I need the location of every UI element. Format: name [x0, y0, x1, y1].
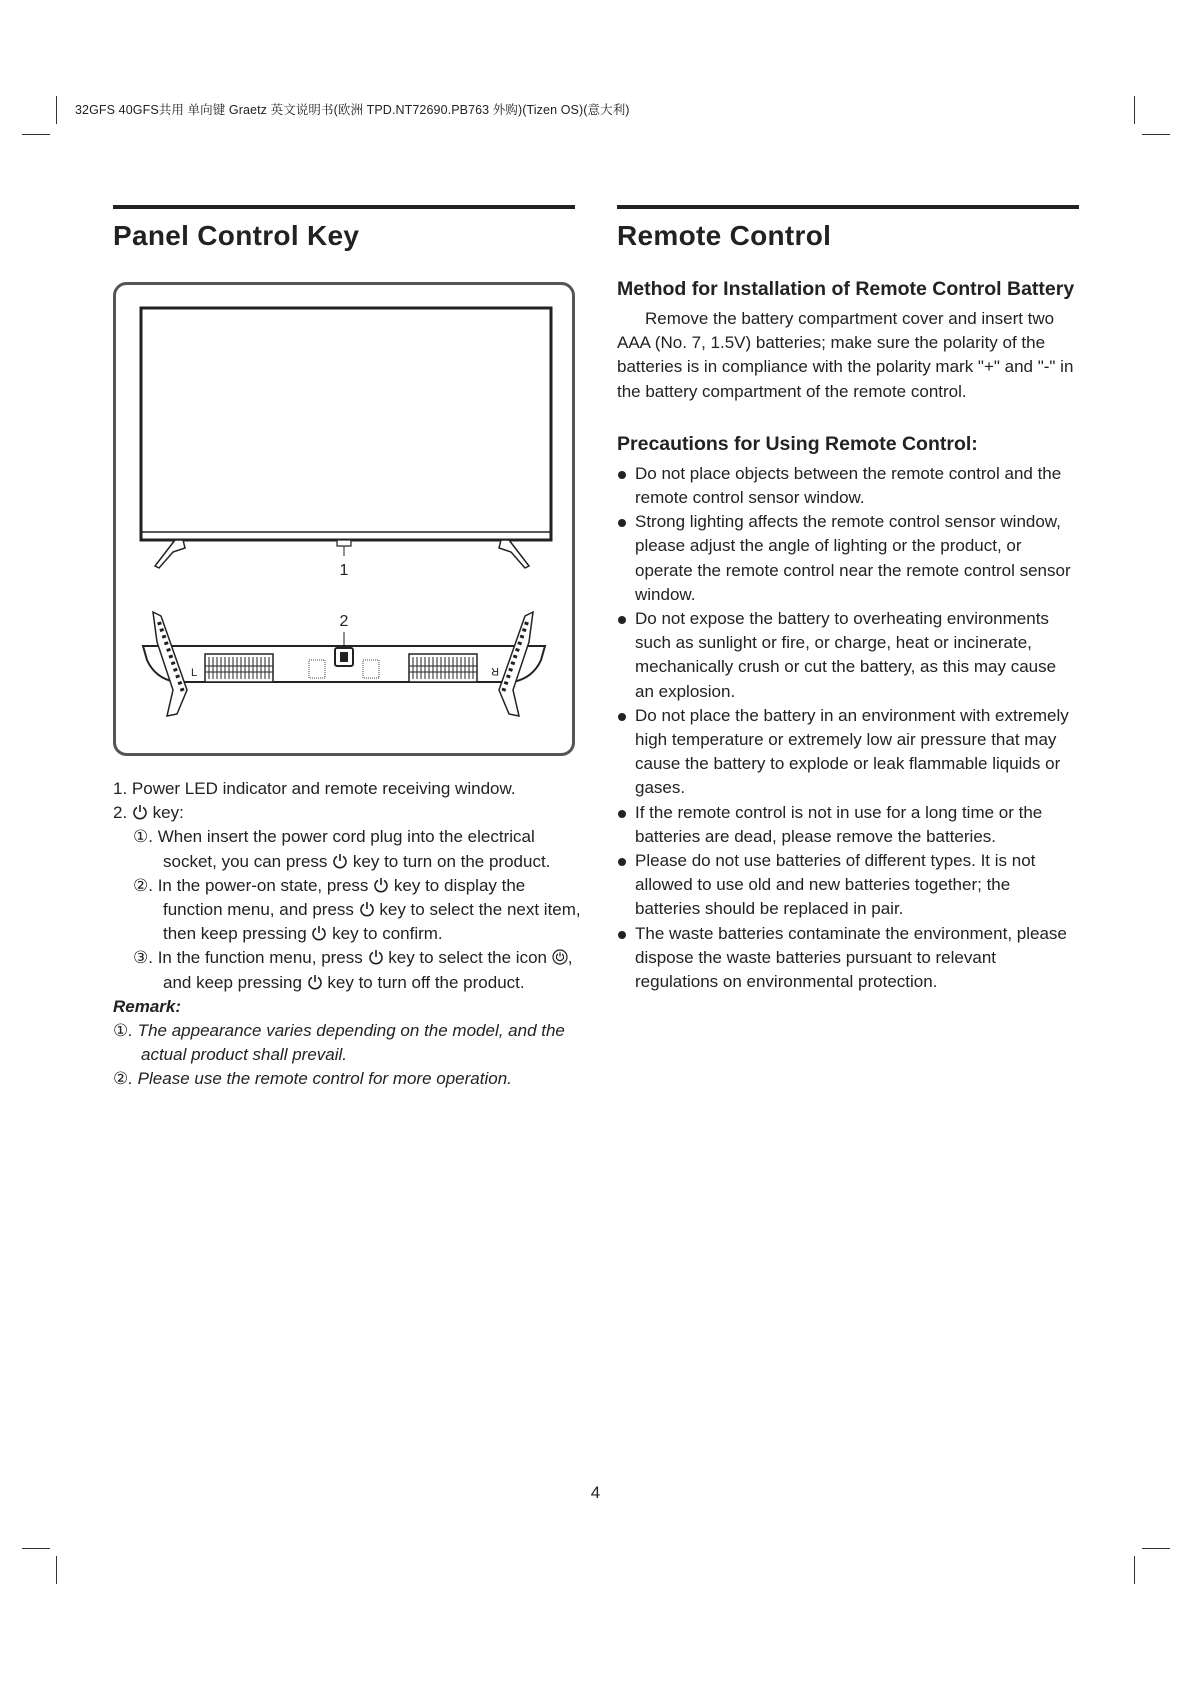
document-header: 32GFS 40GFS共用 单向键 Graetz 英文说明书(欧洲 TPD.NT72690.PB763 外购)(Tizen OS)(意大利)	[75, 103, 630, 117]
install-block	[617, 276, 1079, 404]
power-icon	[373, 877, 389, 893]
power-icon	[311, 925, 327, 941]
power-icon	[307, 974, 323, 990]
precautions-list	[617, 462, 1079, 994]
crop-mark-top-right-h	[1142, 134, 1170, 135]
crop-mark-bottom-right-h	[1142, 1548, 1170, 1549]
crop-mark-top-left-v	[56, 96, 57, 124]
sub-item-2: ②. In the power-on state, press key to display the function menu, and press key to select the next item, then keep pressing key to confirm.	[133, 875, 581, 944]
sub-item-1: ①. When insert the power cord plug into the electrical socket, you can press key to turn on the product.	[133, 827, 551, 871]
tv-screen	[141, 308, 551, 540]
install-text: Remove the battery compartment cover and insert two AAA (No. 7, 1.5V) batteries; make sure the polarity of the batteries is in compliance with the polarity mark "+" and "-" in the battery compartment of the remote control.	[617, 309, 1074, 401]
tv-stand-right	[499, 540, 529, 568]
precautions-heading: Precautions for Using Remote Control:	[617, 432, 978, 455]
callout-1: 1	[339, 562, 349, 579]
item-2: 2. key:	[113, 803, 184, 823]
power-icon	[359, 901, 375, 917]
panel-control-section	[113, 205, 581, 1089]
precaution-item: Do not place the battery in an environment with extremely high temperature or extremely low air pressure that may cause the battery to explode or leak flammable liquids or gases.	[617, 704, 1079, 801]
tv-illustration	[113, 282, 575, 756]
section-rule	[617, 205, 1079, 209]
crop-mark-bottom-left-h	[22, 1548, 50, 1549]
mark-r: R	[491, 665, 499, 677]
remark-2: ②. Please use the remote control for more operation.	[113, 1069, 512, 1089]
precaution-item: Do not place objects between the remote control and the remote control sensor window.	[617, 462, 1079, 510]
install-heading: Method for Installation of Remote Control Battery	[617, 278, 1075, 300]
power-icon	[332, 853, 348, 869]
precaution-item: The waste batteries contaminate the environment, please dispose the waste batteries pursuant to relevant regulations on environmental protection.	[617, 922, 1079, 995]
precautions-block	[617, 431, 1079, 994]
remark-1: ①. The appearance varies depending on the model, and the actual product shall prevail.	[113, 1021, 565, 1065]
precaution-item: Strong lighting affects the remote control sensor window, please adjust the angle of lighting or the product, or operate the remote control near the remote control sensor window.	[617, 510, 1079, 607]
callout-2: 2	[339, 613, 349, 630]
power-icon	[368, 949, 384, 965]
section-rule	[113, 205, 575, 209]
panel-control-title: Panel Control Key	[113, 220, 360, 251]
precaution-item: Do not expose the battery to overheating environments such as sunlight or fire, or charge, heat or incinerate, mechanically crush or cut the battery, as this may cause an explosion.	[617, 607, 1079, 704]
precaution-item: If the remote control is not in use for a long time or the batteries are dead, please remove the batteries.	[617, 801, 1079, 849]
crop-mark-top-right-v	[1134, 96, 1135, 124]
mark-l: L	[191, 667, 198, 679]
page-number: 4	[590, 1483, 601, 1502]
sub-item-3: ③. In the function menu, press key to select the icon , and keep pressing key to turn off the product.	[133, 948, 573, 992]
power-icon	[132, 804, 148, 820]
crop-mark-bottom-right-v	[1134, 1556, 1135, 1584]
precaution-item: Please do not use batteries of different types. It is not allowed to use old and new batteries together; the batteries should be replaced in pair.	[617, 849, 1079, 922]
tv-stand-left	[155, 540, 185, 568]
remark-title: Remark:	[113, 996, 182, 1016]
item-1: 1. Power LED indicator and remote receiving window.	[113, 779, 516, 798]
sensor-window	[337, 540, 351, 546]
crop-mark-top-left-h	[22, 134, 50, 135]
remote-control-title: Remote Control	[617, 220, 832, 251]
power-off-circle-icon	[552, 949, 568, 965]
panel-key-list	[113, 777, 583, 1092]
crop-mark-bottom-left-v	[56, 1556, 57, 1584]
remote-control-section	[617, 205, 1079, 994]
tv-panel-figure	[113, 282, 575, 756]
